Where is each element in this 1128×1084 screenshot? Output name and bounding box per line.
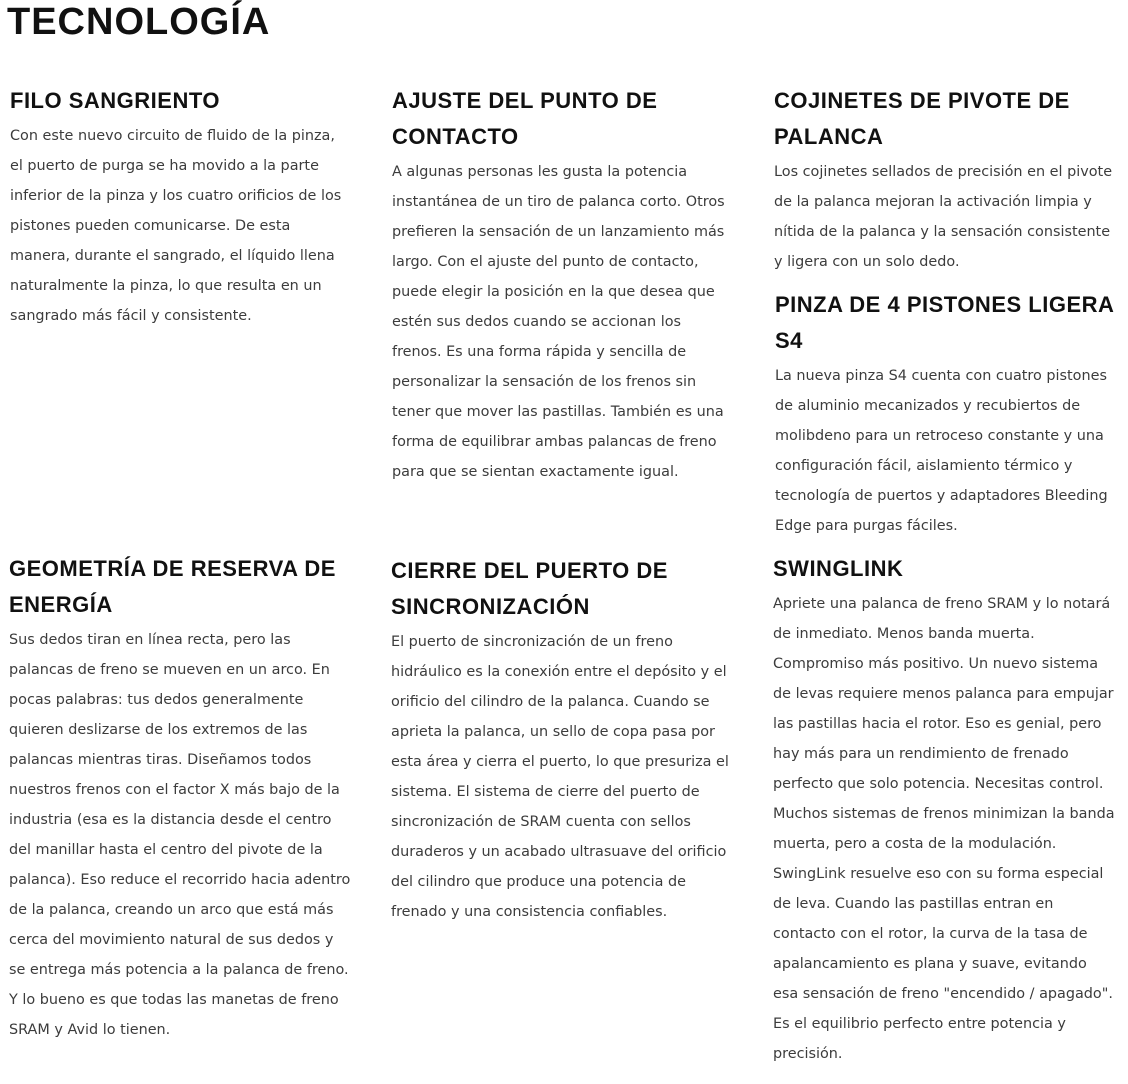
feature-swinglink (773, 551, 1115, 1069)
feature-heading: FILO SANGRIENTO (10, 88, 220, 113)
feature-heading: SWINGLINK (773, 556, 904, 581)
page-title: TECNOLOGÍA (7, 1, 271, 43)
feature-pinza-s4 (775, 287, 1120, 541)
feature-heading: COJINETES DE PIVOTE DE PALANCA (774, 88, 1070, 149)
feature-ajuste-punto-contacto (392, 83, 734, 487)
feature-heading: GEOMETRÍA DE RESERVA DE ENERGÍA (9, 556, 336, 617)
feature-cierre-puerto-sincronizacion (391, 553, 733, 927)
feature-heading: CIERRE DEL PUERTO DE SINCRONIZACIÓN (391, 558, 668, 619)
feature-description: La nueva pinza S4 cuenta con cuatro pistones de aluminio mecanizados y recubiertos de molibdeno para un retroceso constante y una configuración fácil, aislamiento térmico y tecnología de puertos y adaptadores Bleeding Edge para purgas fáciles. (775, 368, 1108, 534)
feature-cojinetes-pivote (774, 83, 1116, 277)
feature-description: Apriete una palanca de freno SRAM y lo notará de inmediato. Menos banda muerta. Compromiso más positivo. Un nuevo sistema de levas requiere menos palanca para empujar las pastillas hacia el rotor. Eso es genial, pero hay más para un rendimiento de frenado perfecto que solo potencia. Necesitas control. Muchos sistemas de frenos minimizan la banda muerta, pero a costa de la modulación. SwingLink resuelve eso con su forma especial de leva. Cuando las pastillas entran en contacto con el rotor, la curva de la tasa de apalancamiento es plana y suave, evitando esa sensación de freno "encendido / apagado". Es el equilibrio perfecto entre potencia y precisión. (773, 596, 1115, 1062)
feature-description: El puerto de sincronización de un freno hidráulico es la conexión entre el depósito y el orificio del cilindro de la palanca. Cuando se aprieta la palanca, un sello de copa pasa por esta área y cierra el puerto, lo que presuriza el sistema. El sistema de cierre del puerto de sincronización de SRAM cuenta con sellos duraderos y un acabado ultrasuave del orificio del cilindro que produce una potencia de frenado y una consistencia confiables. (391, 634, 729, 920)
feature-description: Los cojinetes sellados de precisión en el pivote de la palanca mejoran la activación limpia y nítida de la palanca y la sensación consistente y ligera con un solo dedo. (774, 164, 1113, 270)
feature-heading: PINZA DE 4 PISTONES LIGERA S4 (775, 292, 1114, 353)
feature-geometria-reserva-energia (9, 551, 351, 1045)
feature-description: A algunas personas les gusta la potencia instantánea de un tiro de palanca corto. Otros prefieren la sensación de un lanzamiento más largo. Con el ajuste del punto de contacto, puede elegir la posición en la que desea que estén sus dedos cuando se accionan los frenos. Es una forma rápida y sencilla de personalizar la sensación de los frenos sin tener que mover las pastillas. También es una forma de equilibrar ambas palancas de freno para que se sientan exactamente igual. (392, 164, 725, 480)
feature-description: Con este nuevo circuito de fluido de la pinza, el puerto de purga se ha movido a la parte inferior de la pinza y los cuatro orificios de los pistones pueden comunicarse. De esta manera, durante el sangrado, el líquido llena naturalmente la pinza, lo que resulta en un sangrado más fácil y consistente. (10, 128, 342, 324)
feature-heading: AJUSTE DEL PUNTO DE CONTACTO (392, 88, 658, 149)
feature-description: Sus dedos tiran en línea recta, pero las palancas de freno se mueven en un arco. En pocas palabras: tus dedos generalmente quieren deslizarse de los extremos de las palancas mientras tiras. Diseñamos todos nuestros frenos con el factor X más bajo de la industria (esa es la distancia desde el centro del manillar hasta el centro del pivote de la palanca). Eso reduce el recorrido hacia adentro de la palanca, creando un arco que está más cerca del movimiento natural de sus dedos y se entrega más potencia a la palanca de freno. Y lo bueno es que todas las manetas de freno SRAM y Avid lo tienen. (9, 632, 351, 1038)
feature-filo-sangriento (10, 83, 352, 331)
